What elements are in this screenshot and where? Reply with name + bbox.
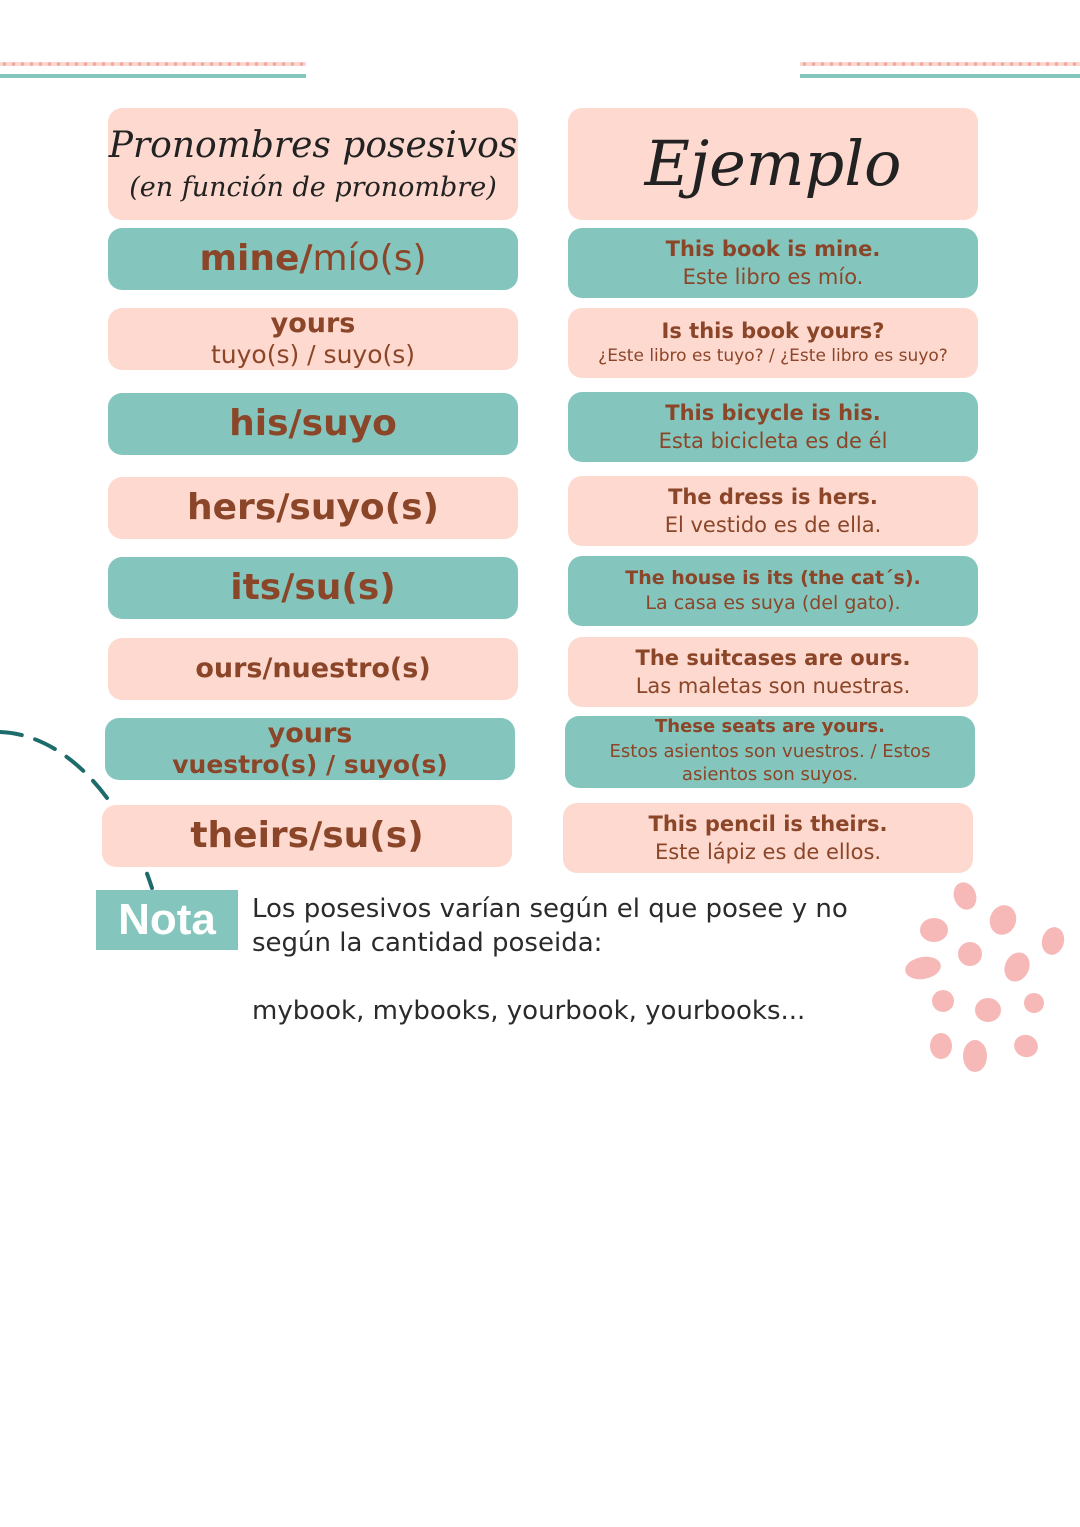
example-es: Esta bicicleta es de él [658,429,888,453]
note-examples: mybook, mybooks, yourbook, yourbooks... [252,996,806,1026]
example-es: Este lápiz es de ellos. [654,840,882,864]
example-box-yours [568,308,978,378]
pronoun-en: theirs/su(s) [190,815,424,857]
example-es: Este libro es mío. [682,265,864,289]
dotted-border-right [800,60,1080,80]
header-title-line2: (en función de pronombre) [129,172,497,204]
example-box-hers [568,476,978,546]
example-en: The dress is hers. [668,484,878,509]
pronoun-box-mine [108,228,518,290]
example-en: The house is its (the cat´s). [625,566,921,589]
note-body [252,892,892,1028]
example-en: Is this book yours? [661,319,885,344]
example-box-mine [568,228,978,298]
note-text: Los posesivos varían según el que posee y no según la cantidad poseida: [252,894,848,958]
note-label: Nota [96,890,238,950]
pronoun-box-yours [108,308,518,370]
example-en: This book is mine. [665,236,881,261]
pronoun-es: vuestro(s) / suyo(s) [172,750,448,780]
pronoun-en: yours [267,718,353,750]
pronoun-es: mío(s) [312,238,427,280]
example-es: El vestido es de ella. [664,513,882,537]
pronoun-en: hers/suyo(s) [187,487,439,529]
pronoun-box-his [108,393,518,455]
example-box-his [568,392,978,462]
example-es: Las maletas son nuestras. [635,674,911,698]
pronoun-en: mine/ [199,238,313,280]
example-box-yours-plural [565,716,975,788]
pronoun-box-its [108,557,518,619]
pronoun-en: yours [270,308,356,340]
example-es: La casa es suya (del gato). [645,591,901,614]
dotted-border-left [0,60,306,80]
example-en: This bicycle is his. [665,400,881,425]
example-es: Estos asientos son vuestros. / Estos asientos son suyos. [609,740,931,786]
example-box-ours [568,637,978,707]
pronoun-en: ours/nuestro(s) [195,653,431,685]
pronoun-box-theirs [102,805,512,867]
pronoun-es: tuyo(s) / suyo(s) [210,340,416,370]
pronoun-box-hers [108,477,518,539]
pronoun-box-yours-plural [105,718,515,780]
example-en: These seats are yours. [655,716,885,738]
pronoun-en: his/suyo [229,403,397,445]
pronoun-box-ours [108,638,518,700]
example-es: ¿Este libro es tuyo? / ¿Este libro es suyo? [598,346,948,367]
pronoun-en: its/su(s) [230,567,396,609]
example-en: This pencil is theirs. [648,811,888,836]
example-en: The suitcases are ours. [635,645,911,670]
example-box-its [568,556,978,626]
header-example [568,108,978,220]
example-box-theirs [563,803,973,873]
header-title-line1: Pronombres posesivos [108,124,518,166]
example-title: Ejemplo [644,127,902,201]
header-pronouns [108,108,518,220]
